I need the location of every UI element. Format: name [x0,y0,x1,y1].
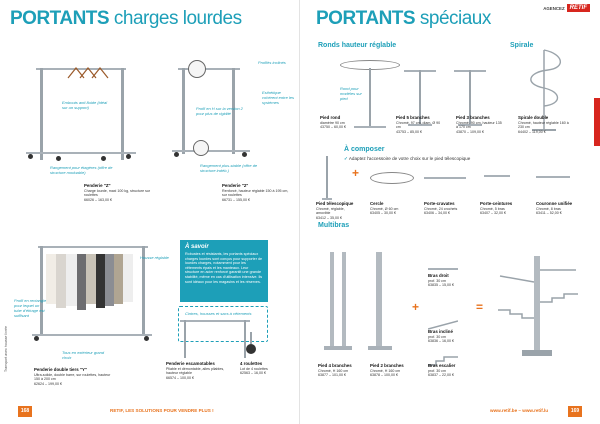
multi-2-photo [368,252,392,352]
right-footer-url: www.retif.be – www.retif.lu [490,408,549,413]
rack-photo-y [28,236,156,346]
round-note: Rond pour modèles sur pied [340,86,362,101]
product-caption-straight-arm: Bras droit prof. 30 cm 63835 – 15,00 € [428,273,454,288]
annotation-bottom-right: Rangement plus-stable (offre de structure indéb.) [200,163,258,173]
product-caption-inclined-arm: Bras incliné prof. 30 cm 63836 – 16,00 € [428,329,454,344]
left-page-title: PORTANTS charges lourdes [10,8,242,29]
vertical-note: Transport avec housse livrée [4,325,8,372]
product-caption-z: Penderie "Z" Charge lourde, maxi 100 kg, structure sur roulettes 66026 – 163,00 € [84,183,151,202]
tie-rack-photo [424,172,466,184]
product-caption-5branches: Pied 5 branches Chromé, 97 cm, diam. Ø 90 cm 43753 – 85,00 € [396,115,441,134]
plus-sign-multi: + [412,300,420,314]
crown-photo [536,170,570,186]
multi-4-photo [324,252,352,352]
right-page-title: PORTANTS spéciaux [316,8,491,29]
product-caption-stair-arm: Bras escalier prof. 30 cm 63837 – 22,00 € [428,363,456,378]
a-composer-subtitle: ✓Adaptez l'accessoire de votre choix sur le pied télescopique [344,156,471,161]
annotation-bottom-left: Rangement pour étagères (offre de structure moduable) [50,165,113,175]
equals-sign: = [476,300,484,314]
product-caption-round: Pied rond diamètre 90 cm 43750 – 60,00 € [320,115,346,130]
right-page-number: 169 [568,406,582,417]
telescopic-photo [322,156,332,202]
annotation-side-left: Profil en rectangle pour lequel un tube d'étirage est suffisant [14,298,47,318]
product-caption-y: Penderie double tiers "Y" Ultra-solide, double barre, sur roulettes, hauteur 150 à 200 cm 62624 – 199,00 € [34,367,111,386]
left-footer-slogan: RETIF, LES SOLUTIONS POUR VENDRE PLUS ! [110,408,214,413]
belt-rack-photo [484,170,510,186]
annotation-side-bottom: Tous en extérieur grand choix [62,350,105,360]
info-box-title: À savoir [185,244,209,250]
info-box [180,240,268,302]
info-box-text: Robustes et résistants, les portants spéciaux charges lourdes sont conçus pour supporter de lourdes charges, notamment pour les vêtements épais et les manteaux. Leur structure en acier renforcé garantit une grande stabilité, même en cas d'utilisation intensive. Ils sont idéaux pour les magasins et les réserves. [185,252,263,284]
product-caption-escamotable: Penderie escamotables Pliable et démontable, ailes pliables, hauteur réglable 66574 – 100,00 € [166,361,225,380]
product-caption-2: Penderie "2" Renforcé, hauteur réglable 150 à 195 cm, sur roulettes 66731 – 155,00 € [222,183,289,202]
section-spirale: Spirale [510,42,534,49]
assembled-rack-illustration [496,252,582,360]
detail-zoom-bottom [193,140,209,156]
hangers-icon [66,64,116,80]
product-caption-multi4: Pied 4 branches Chromé, H 160 cm 63877 – 101,00 € [318,363,352,378]
hangers-label: Cintres, housses et sacs à vêtements [185,311,252,316]
circle-photo [370,172,414,186]
plus-sign: + [352,166,360,180]
annotation-side-right: Housse réglable [140,255,169,260]
product-caption-belts: Porte-ceintures Chromé, 5 bras 63407 – 32,00 € [480,201,513,216]
product-caption-wheels: 4 roulettes Lot de 4 roulettes 62563 – 16,00 € [240,361,268,376]
detail-zoom-top [188,60,206,78]
product-caption-3branches: Pied 3 branches Chromé, 90 cm, hauteur 135 à 170 cm 43870 – 109,00 € [456,115,502,134]
annotation-mid-right3: Profil en H sur la version 2 pour plus de rigidité [196,106,243,116]
product-caption-telescopic: Pied télescopique Chromé, réglable, amovible 63412 – 35,00 € [316,201,354,220]
section-a-composer: À composer [344,146,385,153]
left-page-number: 168 [18,406,32,417]
product-caption-crown: Couronne unifiée Chromé, 8 bras 63411 – 52,00 € [536,201,573,216]
product-caption-spiral: Spirale double Chromé, hauteur réglable 160 à 230 cm 64402 – 119,00 € [518,115,569,134]
brand-logo: AGENCEZ RETIF [543,3,590,13]
clothes-illustration [46,250,140,312]
right-page [300,0,600,424]
section-tab [594,98,600,146]
product-caption-ties: Porte-cravates Chromé, 24 crochets 63406 – 34,00 € [424,201,458,216]
assembled-photo [496,252,582,360]
annotation-mid-right2: Esthétique cohérent entre les systèmes [262,90,295,105]
product-caption-multi2: Pied 2 branches Chromé, H 160 cm 63878 – 100,00 € [370,363,404,378]
annotation-top-left: Embouts anti-fluide (idéal sur un support) [62,100,108,110]
product-caption-circle: Cercle Chromé, Ø 60 cm 63405 – 30,00 € [370,201,399,216]
section-multibras: Multibras [318,222,350,229]
annotation-mid-right: Profilés inclinés [258,60,286,65]
section-ronds: Ronds hauteur réglable [318,42,397,49]
wheel-photo [244,332,258,354]
